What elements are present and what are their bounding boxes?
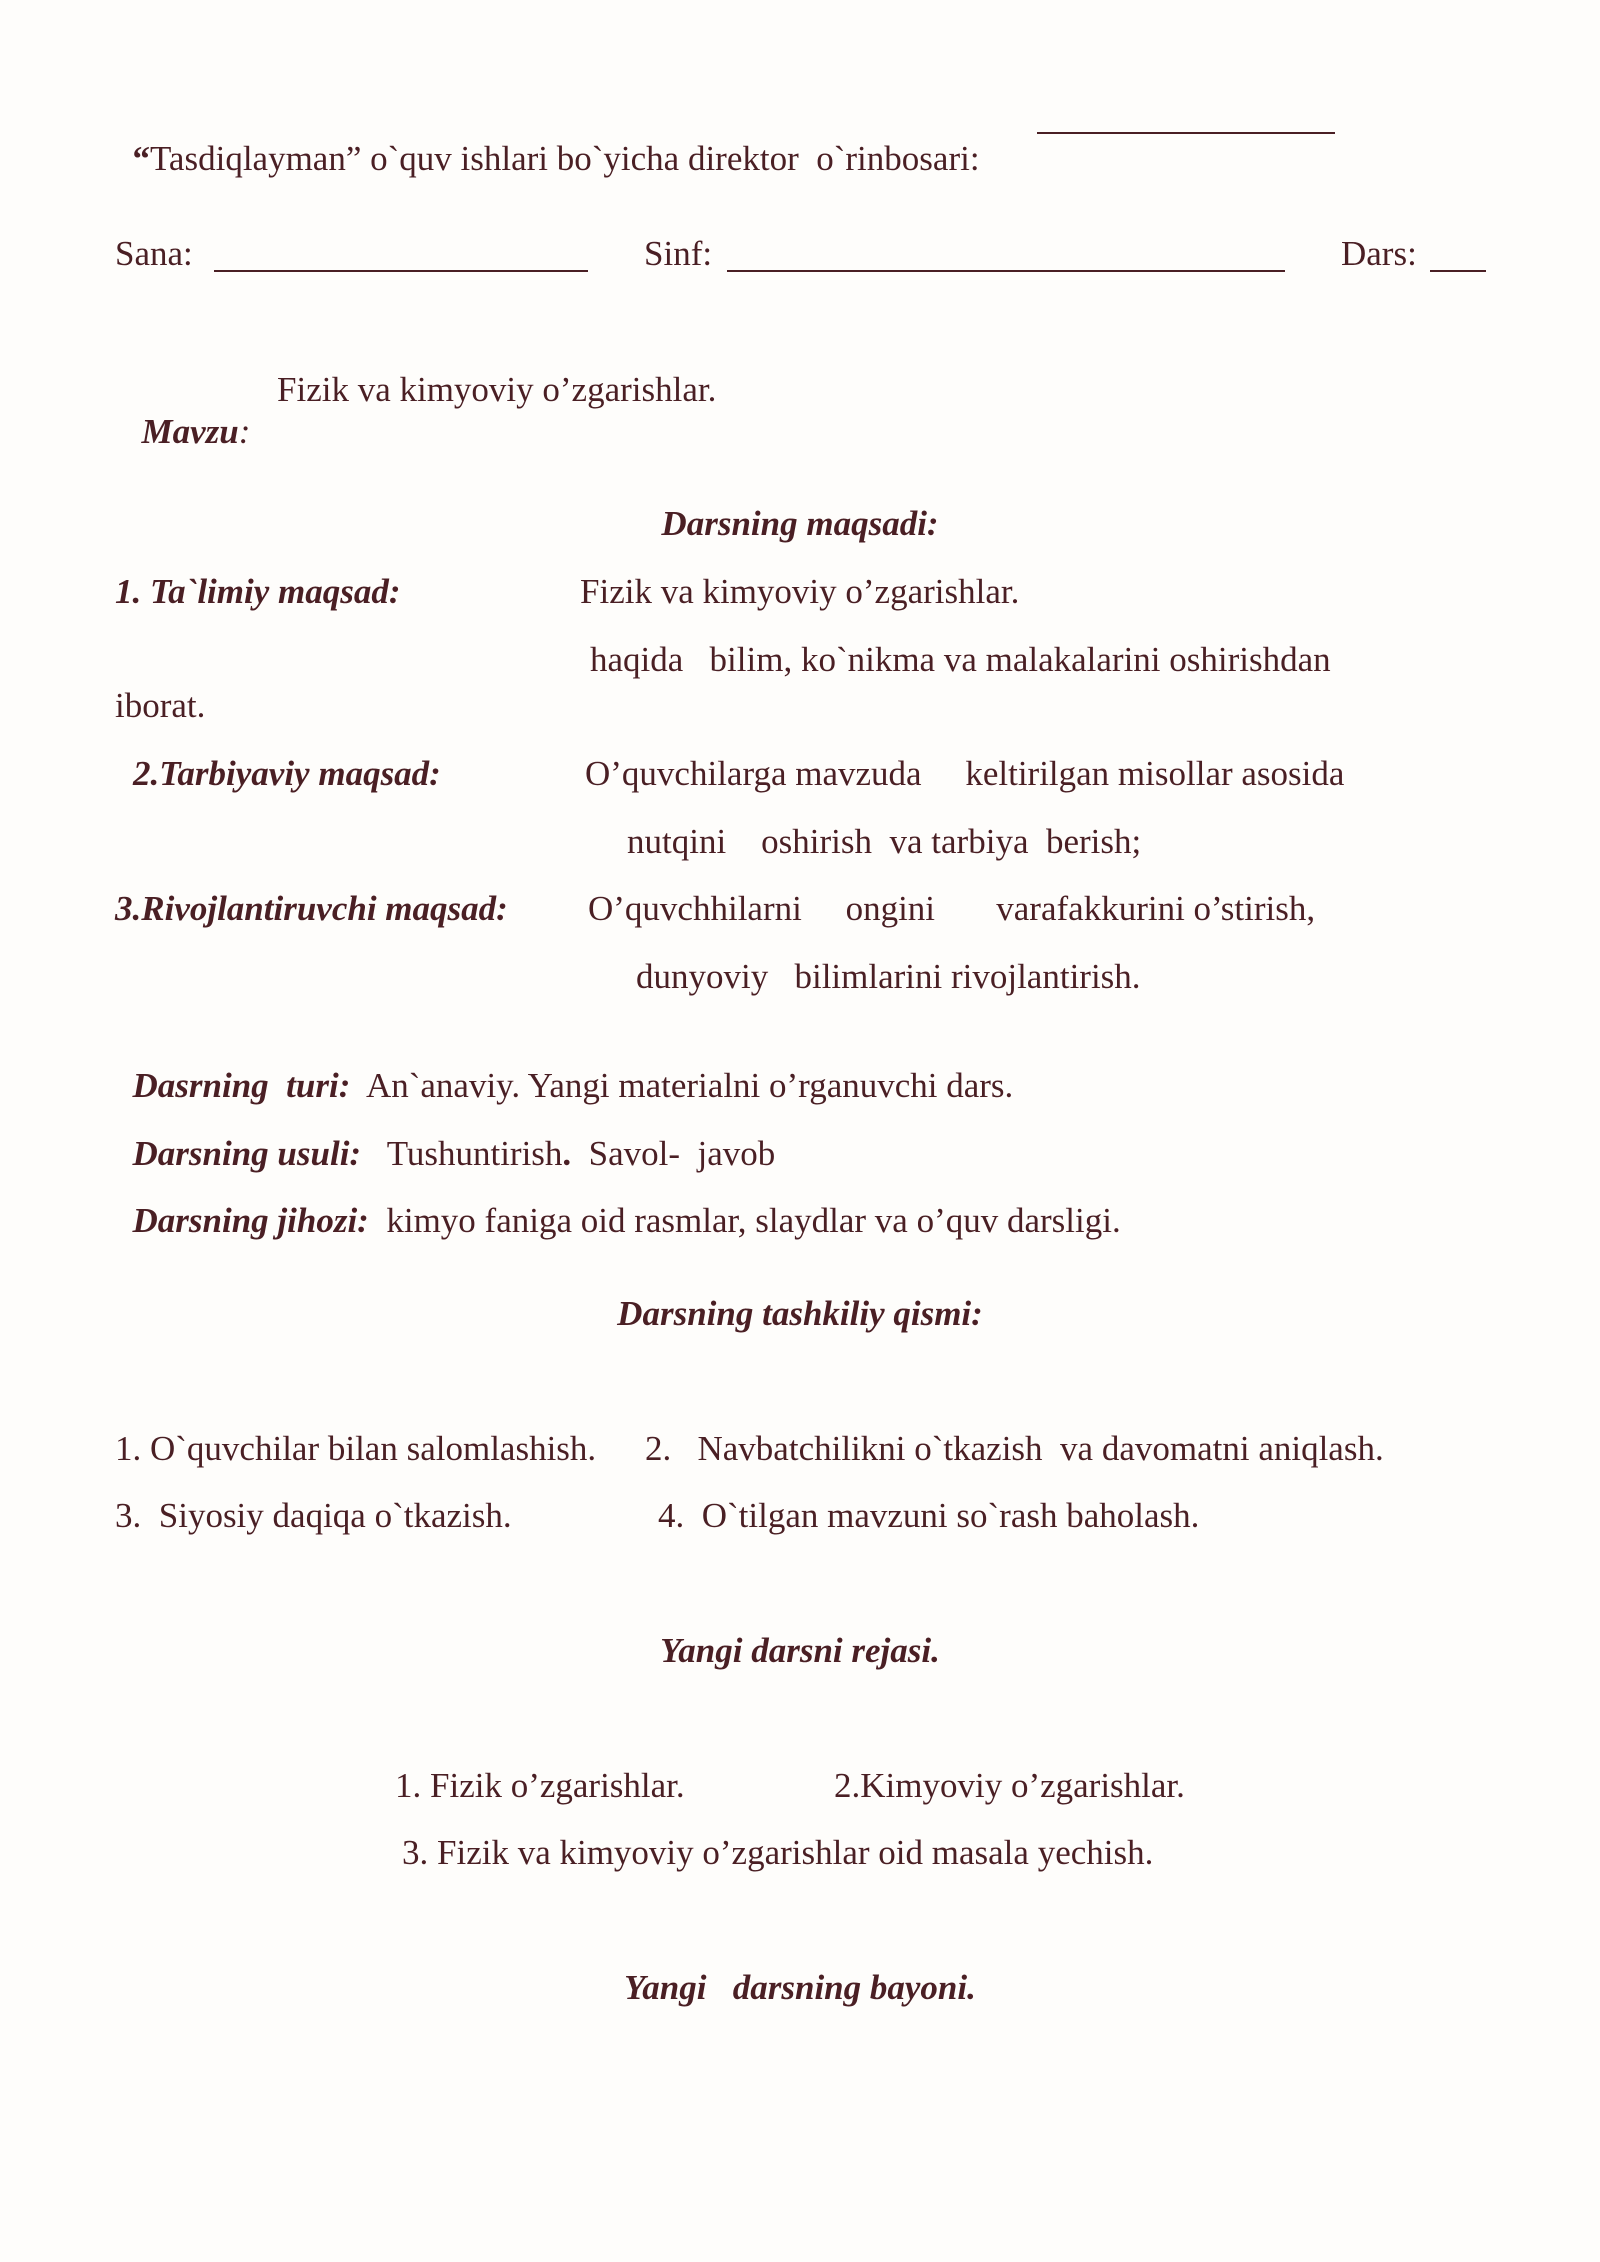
- developing-goal-line1: O’quvchhilarni ongini varafakkurini o’stirish,: [588, 889, 1316, 928]
- lesson-equipment-label: Darsning jihozi:: [132, 1201, 369, 1240]
- sinf-blank[interactable]: [727, 240, 1285, 272]
- educational-goal-line3: iborat.: [115, 686, 206, 725]
- sinf-label: Sinf:: [644, 234, 713, 273]
- organization-item-3: 3. Siyosiy daqiqa o`tkazish.: [115, 1496, 512, 1535]
- organization-heading: Darsning tashkiliy qismi:: [617, 1294, 983, 1333]
- organization-item-4: 4. O`tilgan mavzuni so`rash baholash.: [658, 1496, 1200, 1535]
- lesson-type-value: An`anaviy. Yangi materialni o’rganuvchi dars.: [365, 1066, 1014, 1105]
- topic-label: Mavzu: [141, 412, 239, 451]
- lesson-equipment-line: [115, 1158, 1121, 1242]
- plan-item-1: 1. Fizik o’zgarishlar.: [395, 1766, 685, 1805]
- lesson-type-label: Dasrning turi:: [132, 1066, 351, 1105]
- approval-text: Tasdiqlayman” o`quv ishlari bo`yicha direktor o`rinbosari:: [150, 139, 980, 178]
- topic-line: [124, 369, 250, 453]
- signature-blank[interactable]: [1037, 102, 1335, 134]
- approval-line: [115, 96, 980, 180]
- lesson-equipment-value: kimyo faniga oid rasmlar, slaydlar va o’quv darsligi.: [386, 1201, 1121, 1240]
- upbringing-goal-line2: nutqini oshirish va tarbiya berish;: [627, 822, 1142, 861]
- developing-goal-label: 3.Rivojlantiruvchi maqsad:: [115, 889, 508, 928]
- upbringing-goal-label: 2.Tarbiyaviy maqsad:: [133, 754, 441, 793]
- educational-goal-line1: Fizik va kimyoviy o’zgarishlar.: [580, 572, 1020, 611]
- goals-heading: Darsning maqsadi:: [661, 504, 939, 543]
- lesson-method-label: Darsning usuli:: [132, 1134, 362, 1173]
- exposition-heading: Yangi darsning bayoni.: [624, 1968, 976, 2007]
- dars-blank[interactable]: [1430, 240, 1486, 272]
- plan-item-2: 2.Kimyoviy o’zgarishlar.: [834, 1766, 1185, 1805]
- lesson-method-dot: .: [562, 1134, 572, 1173]
- plan-item-3: 3. Fizik va kimyoviy o’zgarishlar oid masala yechish.: [402, 1833, 1154, 1872]
- developing-goal-line2: dunyoviy bilimlarini rivojlantirish.: [636, 957, 1141, 996]
- lesson-method-value: Tushuntirish: [386, 1134, 563, 1173]
- educational-goal-label: 1. Ta`limiy maqsad:: [115, 572, 401, 611]
- dars-label: Dars:: [1341, 234, 1417, 273]
- sana-blank[interactable]: [214, 240, 588, 272]
- educational-goal-line2: haqida bilim, ko`nikma va malakalarini oshirishdan: [590, 640, 1331, 679]
- topic-colon: :: [238, 412, 251, 451]
- topic-value: Fizik va kimyoviy o’zgarishlar.: [277, 370, 717, 409]
- organization-item-1: 1. O`quvchilar bilan salomlashish.: [115, 1429, 597, 1468]
- sana-label: Sana:: [115, 234, 193, 273]
- approval-quote: “: [132, 139, 150, 178]
- upbringing-goal-line1: O’quvchilarga mavzuda keltirilgan misollar asosida: [585, 754, 1345, 793]
- organization-item-2: 2. Navbatchilikni o`tkazish va davomatni aniqlash.: [645, 1429, 1384, 1468]
- plan-heading: Yangi darsni rejasi.: [660, 1631, 940, 1670]
- lesson-method-value2: Savol- javob: [588, 1134, 776, 1173]
